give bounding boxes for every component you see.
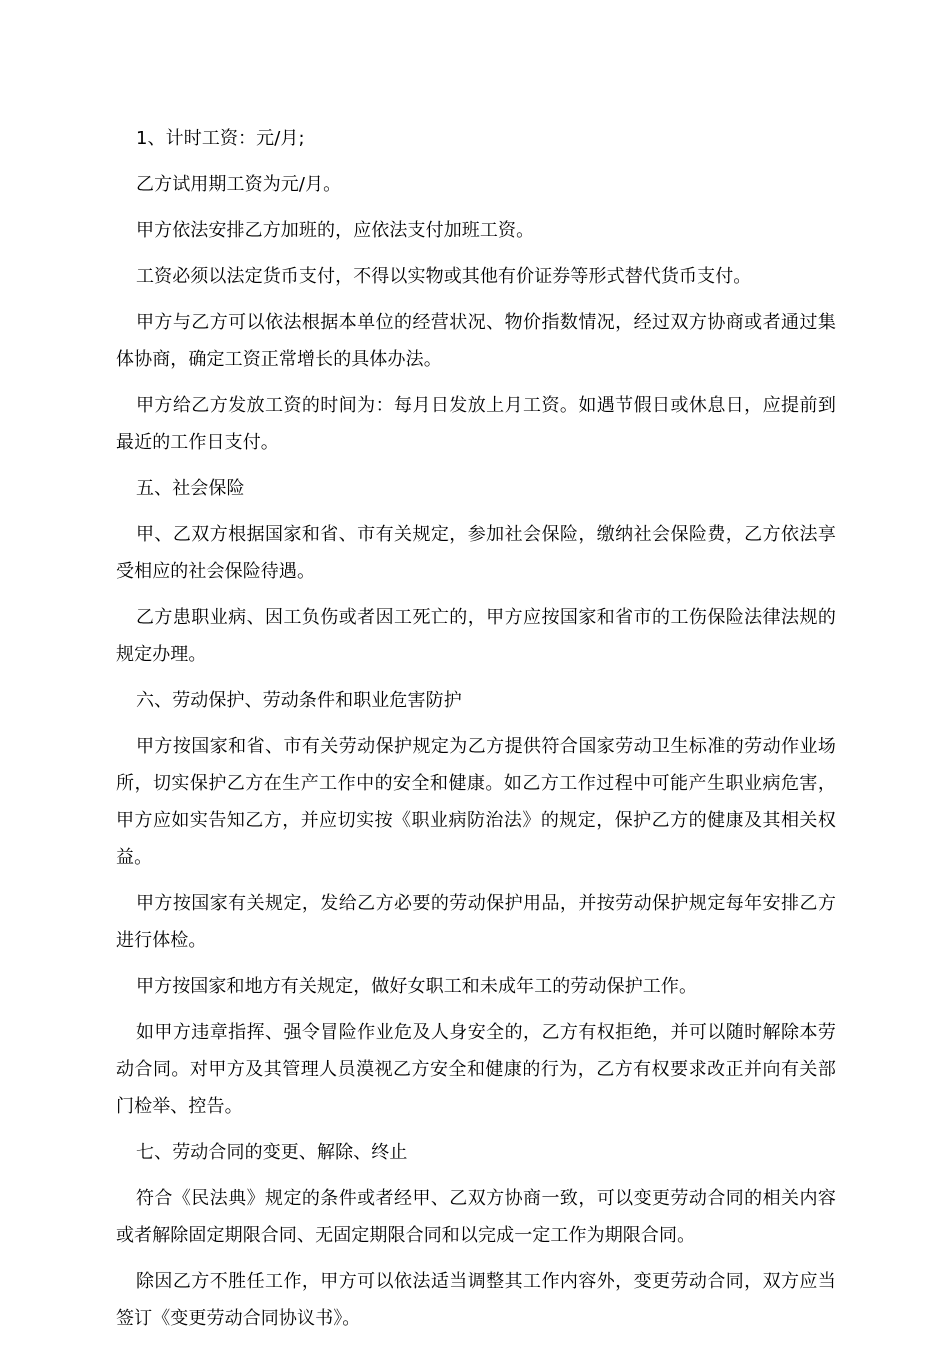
- section-heading-labor-protection: 六、劳动保护、劳动条件和职业危害防护: [136, 690, 462, 711]
- paragraph-right-to-refuse: 如甲方违章指挥、强令冒险作业危及人身安全的，乙方有权拒绝，并可以随时解除本劳动合同。对甲方及其管理人员漠视乙方安全和健康的行为，乙方有权要求改正并向有关部门检举、控告。: [116, 1022, 836, 1117]
- paragraph-legal-currency: 工资必须以法定货币支付，不得以实物或其他有价证券等形式替代货币支付。: [136, 266, 752, 287]
- paragraph-change-agreement: 除因乙方不胜任工作，甲方可以依法适当调整其工作内容外，变更劳动合同，双方应当签订《变更劳动合同协议书》。: [116, 1271, 836, 1329]
- paragraph-payment-date: 甲方给乙方发放工资的时间为：每月日发放上月工资。如遇节假日或休息日，应提前到最近的工作日支付。: [116, 395, 836, 453]
- paragraph-wage-growth: 甲方与乙方可以依法根据本单位的经营状况、物价指数情况，经过双方协商或者通过集体协商，确定工资正常增长的具体办法。: [116, 312, 836, 370]
- paragraph-wage-hourly: 1、计时工资：元/月;: [136, 128, 305, 149]
- paragraph-work-injury: 乙方患职业病、因工负伤或者因工死亡的，甲方应按国家和省市的工伤保险法律法规的规定办理。: [116, 607, 836, 665]
- paragraph-social-insurance: 甲、乙双方根据国家和省、市有关规定，参加社会保险，缴纳社会保险费，乙方依法享受相应的社会保险待遇。: [116, 524, 836, 582]
- paragraph-women-minors: 甲方按国家和地方有关规定，做好女职工和未成年工的劳动保护工作。: [136, 976, 698, 997]
- section-heading-social-insurance: 五、社会保险: [136, 478, 245, 499]
- section-heading-contract-changes: 七、劳动合同的变更、解除、终止: [136, 1142, 408, 1163]
- document-body: [116, 120, 836, 1346]
- paragraph-probation-wage: 乙方试用期工资为元/月。: [136, 174, 342, 195]
- paragraph-protective-equipment: 甲方按国家有关规定，发给乙方必要的劳动保护用品，并按劳动保护规定每年安排乙方进行体检。: [116, 893, 836, 951]
- paragraph-overtime-pay: 甲方依法安排乙方加班的，应依法支付加班工资。: [136, 220, 535, 241]
- paragraph-contract-modification: 符合《民法典》规定的条件或者经甲、乙双方协商一致，可以变更劳动合同的相关内容或者解除固定期限合同、无固定期限合同和以完成一定工作为期限合同。: [116, 1188, 836, 1246]
- paragraph-workplace-safety: 甲方按国家和省、市有关劳动保护规定为乙方提供符合国家劳动卫生标准的劳动作业场所，切实保护乙方在生产工作中的安全和健康。如乙方工作过程中可能产生职业病危害，甲方应如实告知乙方，并应切实按《职业病防治法》的规定，保护乙方的健康及其相关权益。: [116, 736, 836, 868]
